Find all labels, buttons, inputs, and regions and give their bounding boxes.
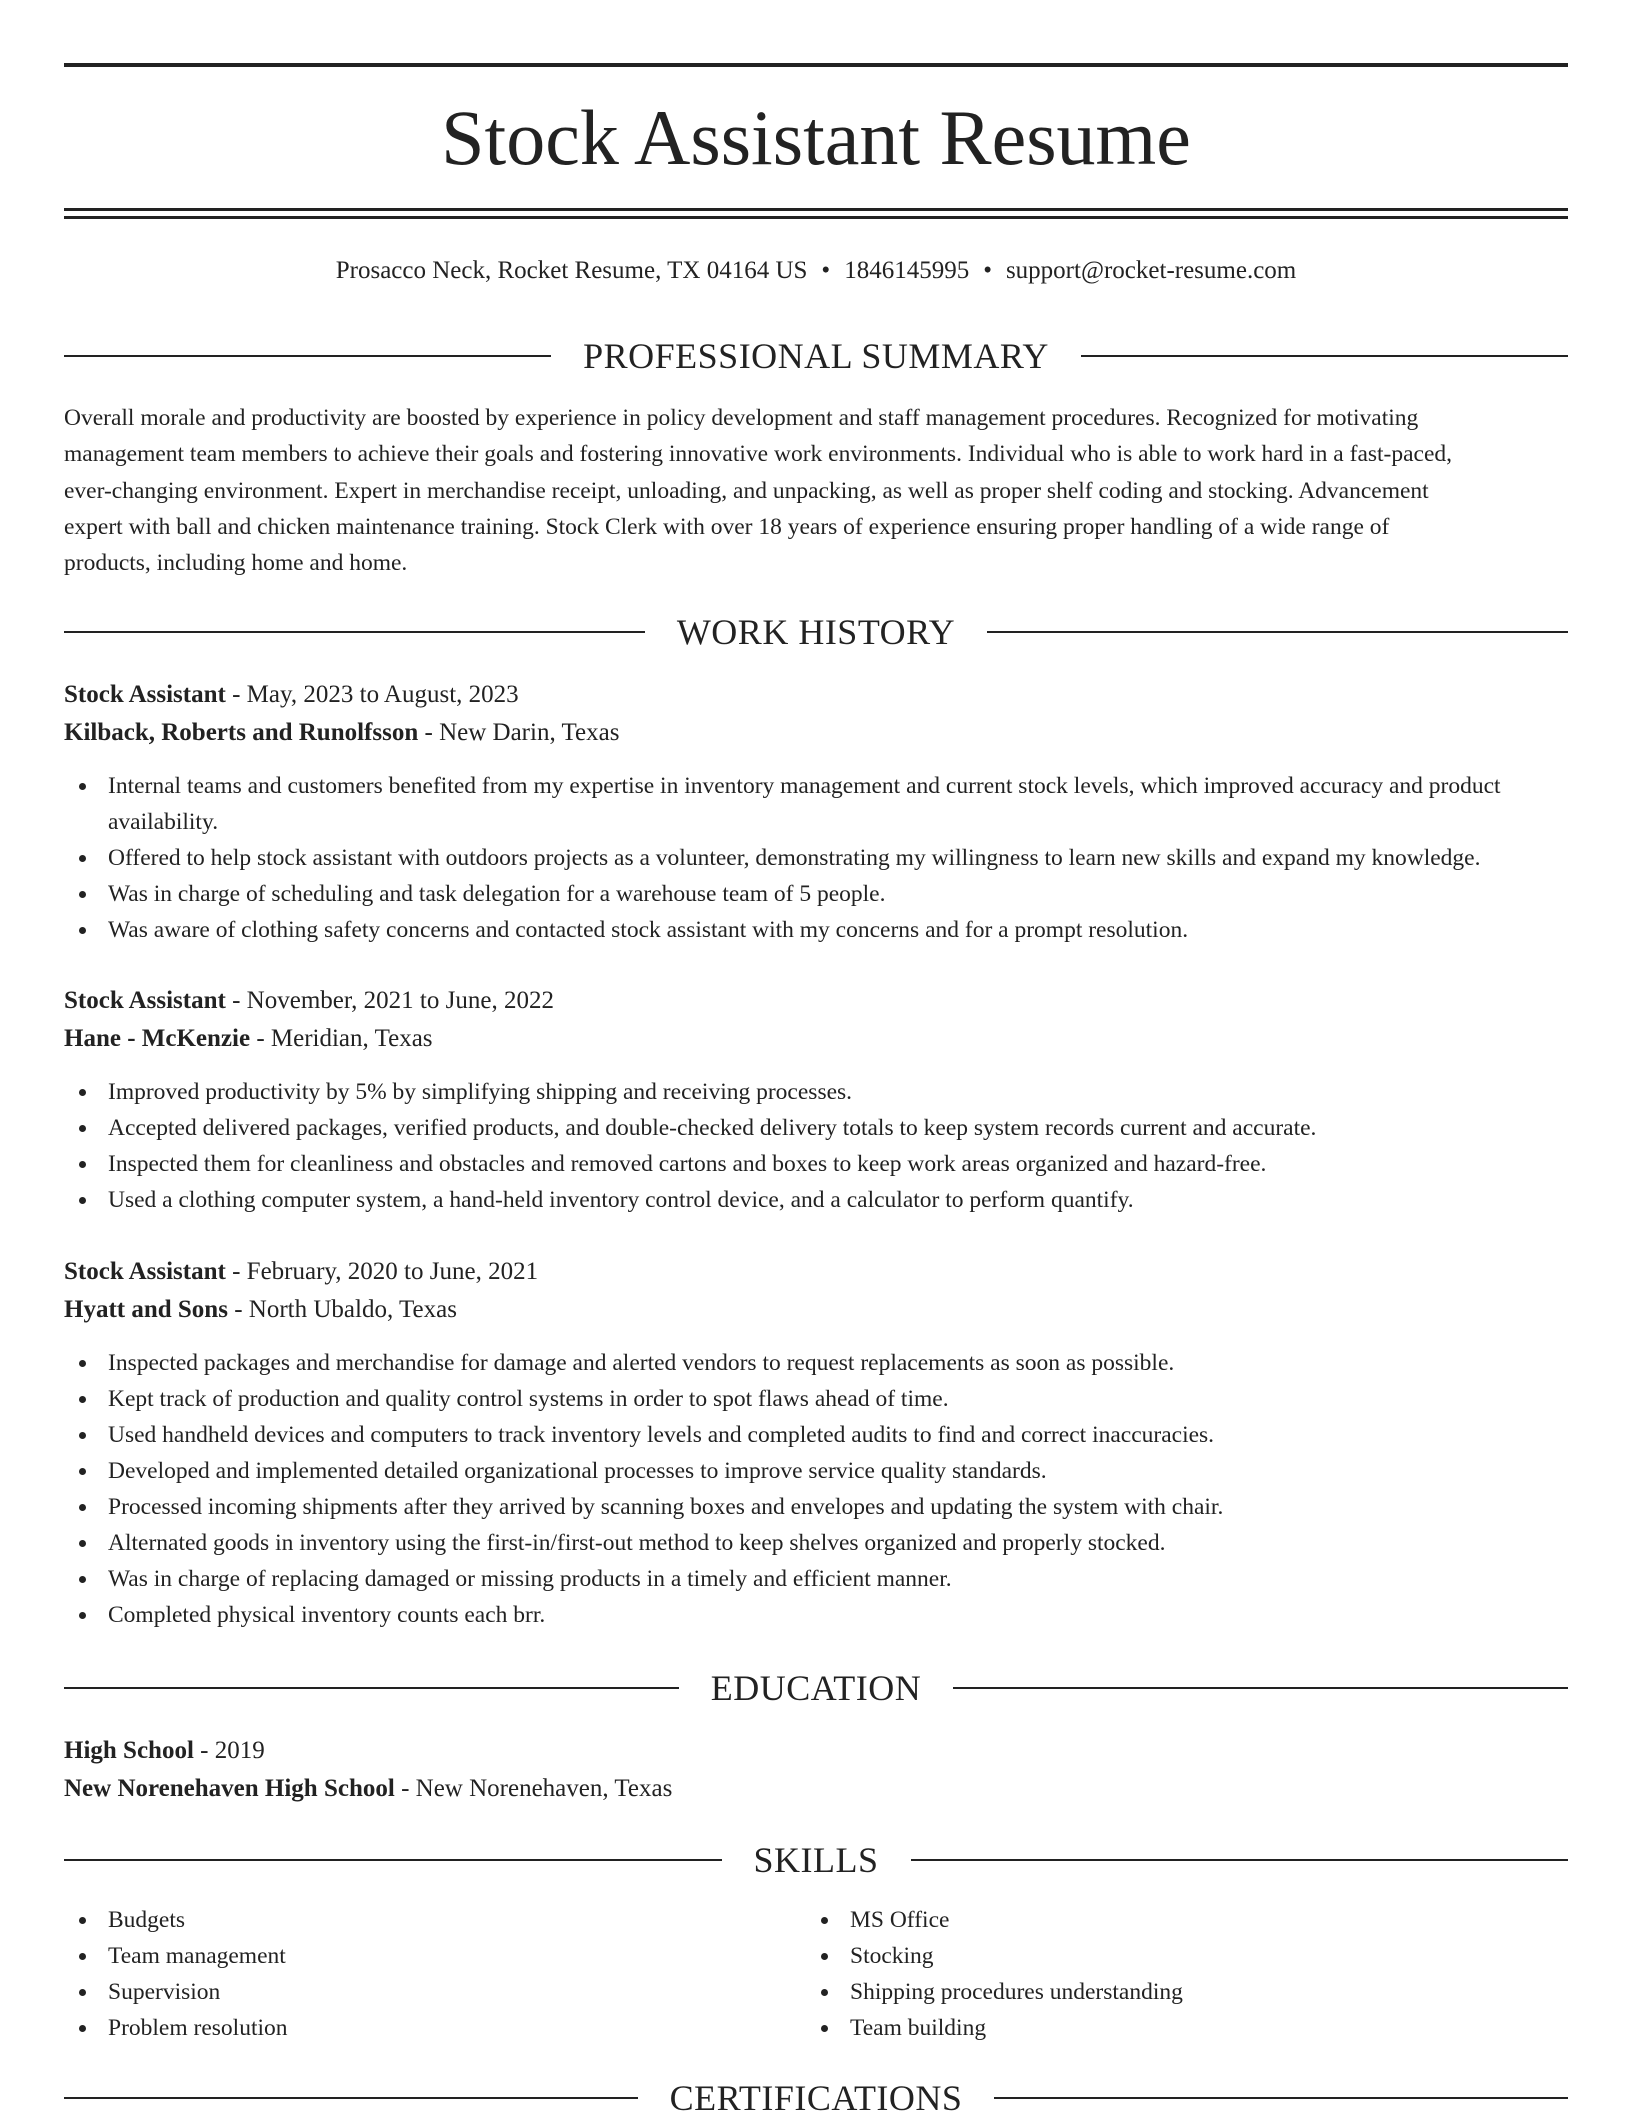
summary-text xyxy=(64,400,1568,581)
list-item: Inspected packages and merchandise for damage and alerted vendors to request replacements as soon as possible. xyxy=(64,1345,1574,1381)
heading-rule xyxy=(911,1859,1569,1861)
contact-email: support@rocket-resume.com xyxy=(1005,257,1297,284)
heading-rule xyxy=(994,2097,1568,2099)
job-bullets xyxy=(64,1074,1574,1218)
heading-rule xyxy=(64,631,645,633)
contact-separator: • xyxy=(821,257,831,284)
job-company: Hane - McKenzie xyxy=(64,1025,251,1052)
section-heading-certifications xyxy=(64,2078,1568,2118)
section-title: PROFESSIONAL SUMMARY xyxy=(583,336,1049,376)
job-title: Stock Assistant xyxy=(64,681,226,708)
skill-item: Shipping procedures understanding xyxy=(806,1974,1548,2010)
job-location: - Meridian, Texas xyxy=(250,1025,433,1052)
job-title: Stock Assistant xyxy=(64,987,226,1014)
contact-address: Prosacco Neck, Rocket Resume, TX 04164 US xyxy=(335,257,808,284)
section-heading-skills xyxy=(64,1840,1568,1880)
skills-column-left xyxy=(64,1902,806,2046)
summary-line: products, including home and home. xyxy=(64,550,408,577)
job-location: - North Ubaldo, Texas xyxy=(227,1296,457,1323)
list-item: Processed incoming shipments after they arrived by scanning boxes and envelopes and updating the system with chair. xyxy=(64,1489,1574,1525)
heading-rule xyxy=(953,1687,1568,1689)
section-heading-work-history xyxy=(64,612,1568,652)
job-title-row xyxy=(64,676,1574,714)
job-entry xyxy=(64,676,1574,948)
job-dates: - November, 2021 to June, 2022 xyxy=(225,987,554,1014)
education-year: - 2019 xyxy=(193,1737,265,1764)
skills-column-right xyxy=(806,1902,1548,2046)
list-item: Used a clothing computer system, a hand-held inventory control device, and a calculator to perform quantify. xyxy=(64,1182,1574,1218)
education-entry xyxy=(64,1732,1574,1808)
summary-line: expert with ball and chicken maintenance training. Stock Clerk with over 18 years of experience ensuring proper handling of a wide range of xyxy=(64,513,1390,540)
skill-item: Problem resolution xyxy=(64,2010,806,2046)
job-bullets xyxy=(64,1345,1574,1633)
job-title-row xyxy=(64,982,1574,1020)
top-rule xyxy=(64,63,1568,67)
skills-grid xyxy=(64,1902,1568,2046)
job-title-row xyxy=(64,1253,1574,1291)
section-heading-summary xyxy=(64,336,1568,376)
job-title: Stock Assistant xyxy=(64,1258,226,1285)
section-title: SKILLS xyxy=(753,1840,879,1880)
list-item: Was in charge of scheduling and task delegation for a warehouse team of 5 people. xyxy=(64,876,1574,912)
job-entry xyxy=(64,982,1574,1218)
summary-line: management team members to achieve their goals and fostering innovative work environments. Individual who is able to work hard in a fast-paced, xyxy=(64,441,1453,468)
education-school-row xyxy=(64,1770,1574,1808)
heading-rule xyxy=(1081,355,1568,357)
list-item: Developed and implemented detailed organizational processes to improve service quality standards. xyxy=(64,1453,1574,1489)
list-item: Used handheld devices and computers to track inventory levels and completed audits to find and correct inaccuracies. xyxy=(64,1417,1574,1453)
section-title: CERTIFICATIONS xyxy=(669,2078,963,2118)
list-item: Completed physical inventory counts each brr. xyxy=(64,1597,1574,1633)
heading-rule xyxy=(64,2097,638,2099)
list-item: Was aware of clothing safety concerns and contacted stock assistant with my concerns and for a prompt resolution. xyxy=(64,912,1574,948)
heading-rule xyxy=(64,355,551,357)
title-double-rule-lower xyxy=(64,216,1568,219)
section-heading-education xyxy=(64,1668,1568,1708)
education-location: - New Norenehaven, Texas xyxy=(394,1775,673,1802)
job-location: - New Darin, Texas xyxy=(418,719,620,746)
skill-item: MS Office xyxy=(806,1902,1548,1938)
job-company-row xyxy=(64,714,1574,752)
list-item: Accepted delivered packages, verified products, and double-checked delivery totals to keep system records current and accurate. xyxy=(64,1110,1574,1146)
job-entry xyxy=(64,1253,1574,1633)
job-company-row xyxy=(64,1291,1574,1329)
list-item: Kept track of production and quality control systems in order to spot flaws ahead of time. xyxy=(64,1381,1574,1417)
list-item: Alternated goods in inventory using the first-in/first-out method to keep shelves organized and properly stocked. xyxy=(64,1525,1574,1561)
skill-item: Team building xyxy=(806,2010,1548,2046)
job-company: Kilback, Roberts and Runolfsson xyxy=(64,719,419,746)
contact-separator: • xyxy=(983,257,992,284)
section-title: EDUCATION xyxy=(710,1668,922,1708)
list-item: Offered to help stock assistant with outdoors projects as a volunteer, demonstrating my willingness to learn new skills and expand my knowledge. xyxy=(64,840,1574,876)
list-item: Internal teams and customers benefited from my expertise in inventory management and current stock levels, which improved accuracy and product availability. xyxy=(64,768,1574,840)
summary-line: ever-changing environment. Expert in merchandise receipt, unloading, and unpacking, as well as proper shelf coding and stocking. Advancement xyxy=(64,477,1429,504)
education-degree-row xyxy=(64,1732,1574,1770)
resume-title: Stock Assistant Resume xyxy=(441,94,1191,181)
section-title: WORK HISTORY xyxy=(676,612,956,652)
summary-line: Overall morale and productivity are boosted by experience in policy development and staff management procedures. Recognized for motivating xyxy=(64,405,1419,431)
heading-rule xyxy=(64,1859,722,1861)
title-double-rule-upper xyxy=(64,208,1568,211)
heading-rule xyxy=(64,1687,679,1689)
list-item: Inspected them for cleanliness and obstacles and removed cartons and boxes to keep work areas organized and hazard-free. xyxy=(64,1146,1574,1182)
job-company-row xyxy=(64,1020,1574,1058)
list-item: Improved productivity by 5% by simplifying shipping and receiving processes. xyxy=(64,1074,1574,1110)
heading-rule xyxy=(987,631,1568,633)
list-item: Was in charge of replacing damaged or missing products in a timely and efficient manner. xyxy=(64,1561,1574,1597)
education-school: New Norenehaven High School xyxy=(64,1775,395,1802)
skill-item: Team management xyxy=(64,1938,806,1974)
skill-item: Budgets xyxy=(64,1902,806,1938)
education-degree: High School xyxy=(64,1737,194,1764)
contact-phone: 1846145995 xyxy=(844,257,970,284)
contact-line xyxy=(64,254,1568,288)
job-bullets xyxy=(64,768,1574,948)
job-company: Hyatt and Sons xyxy=(64,1296,228,1323)
skill-item: Stocking xyxy=(806,1938,1548,1974)
skill-item: Supervision xyxy=(64,1974,806,2010)
job-dates: - February, 2020 to June, 2021 xyxy=(225,1258,539,1285)
job-dates: - May, 2023 to August, 2023 xyxy=(225,681,519,708)
